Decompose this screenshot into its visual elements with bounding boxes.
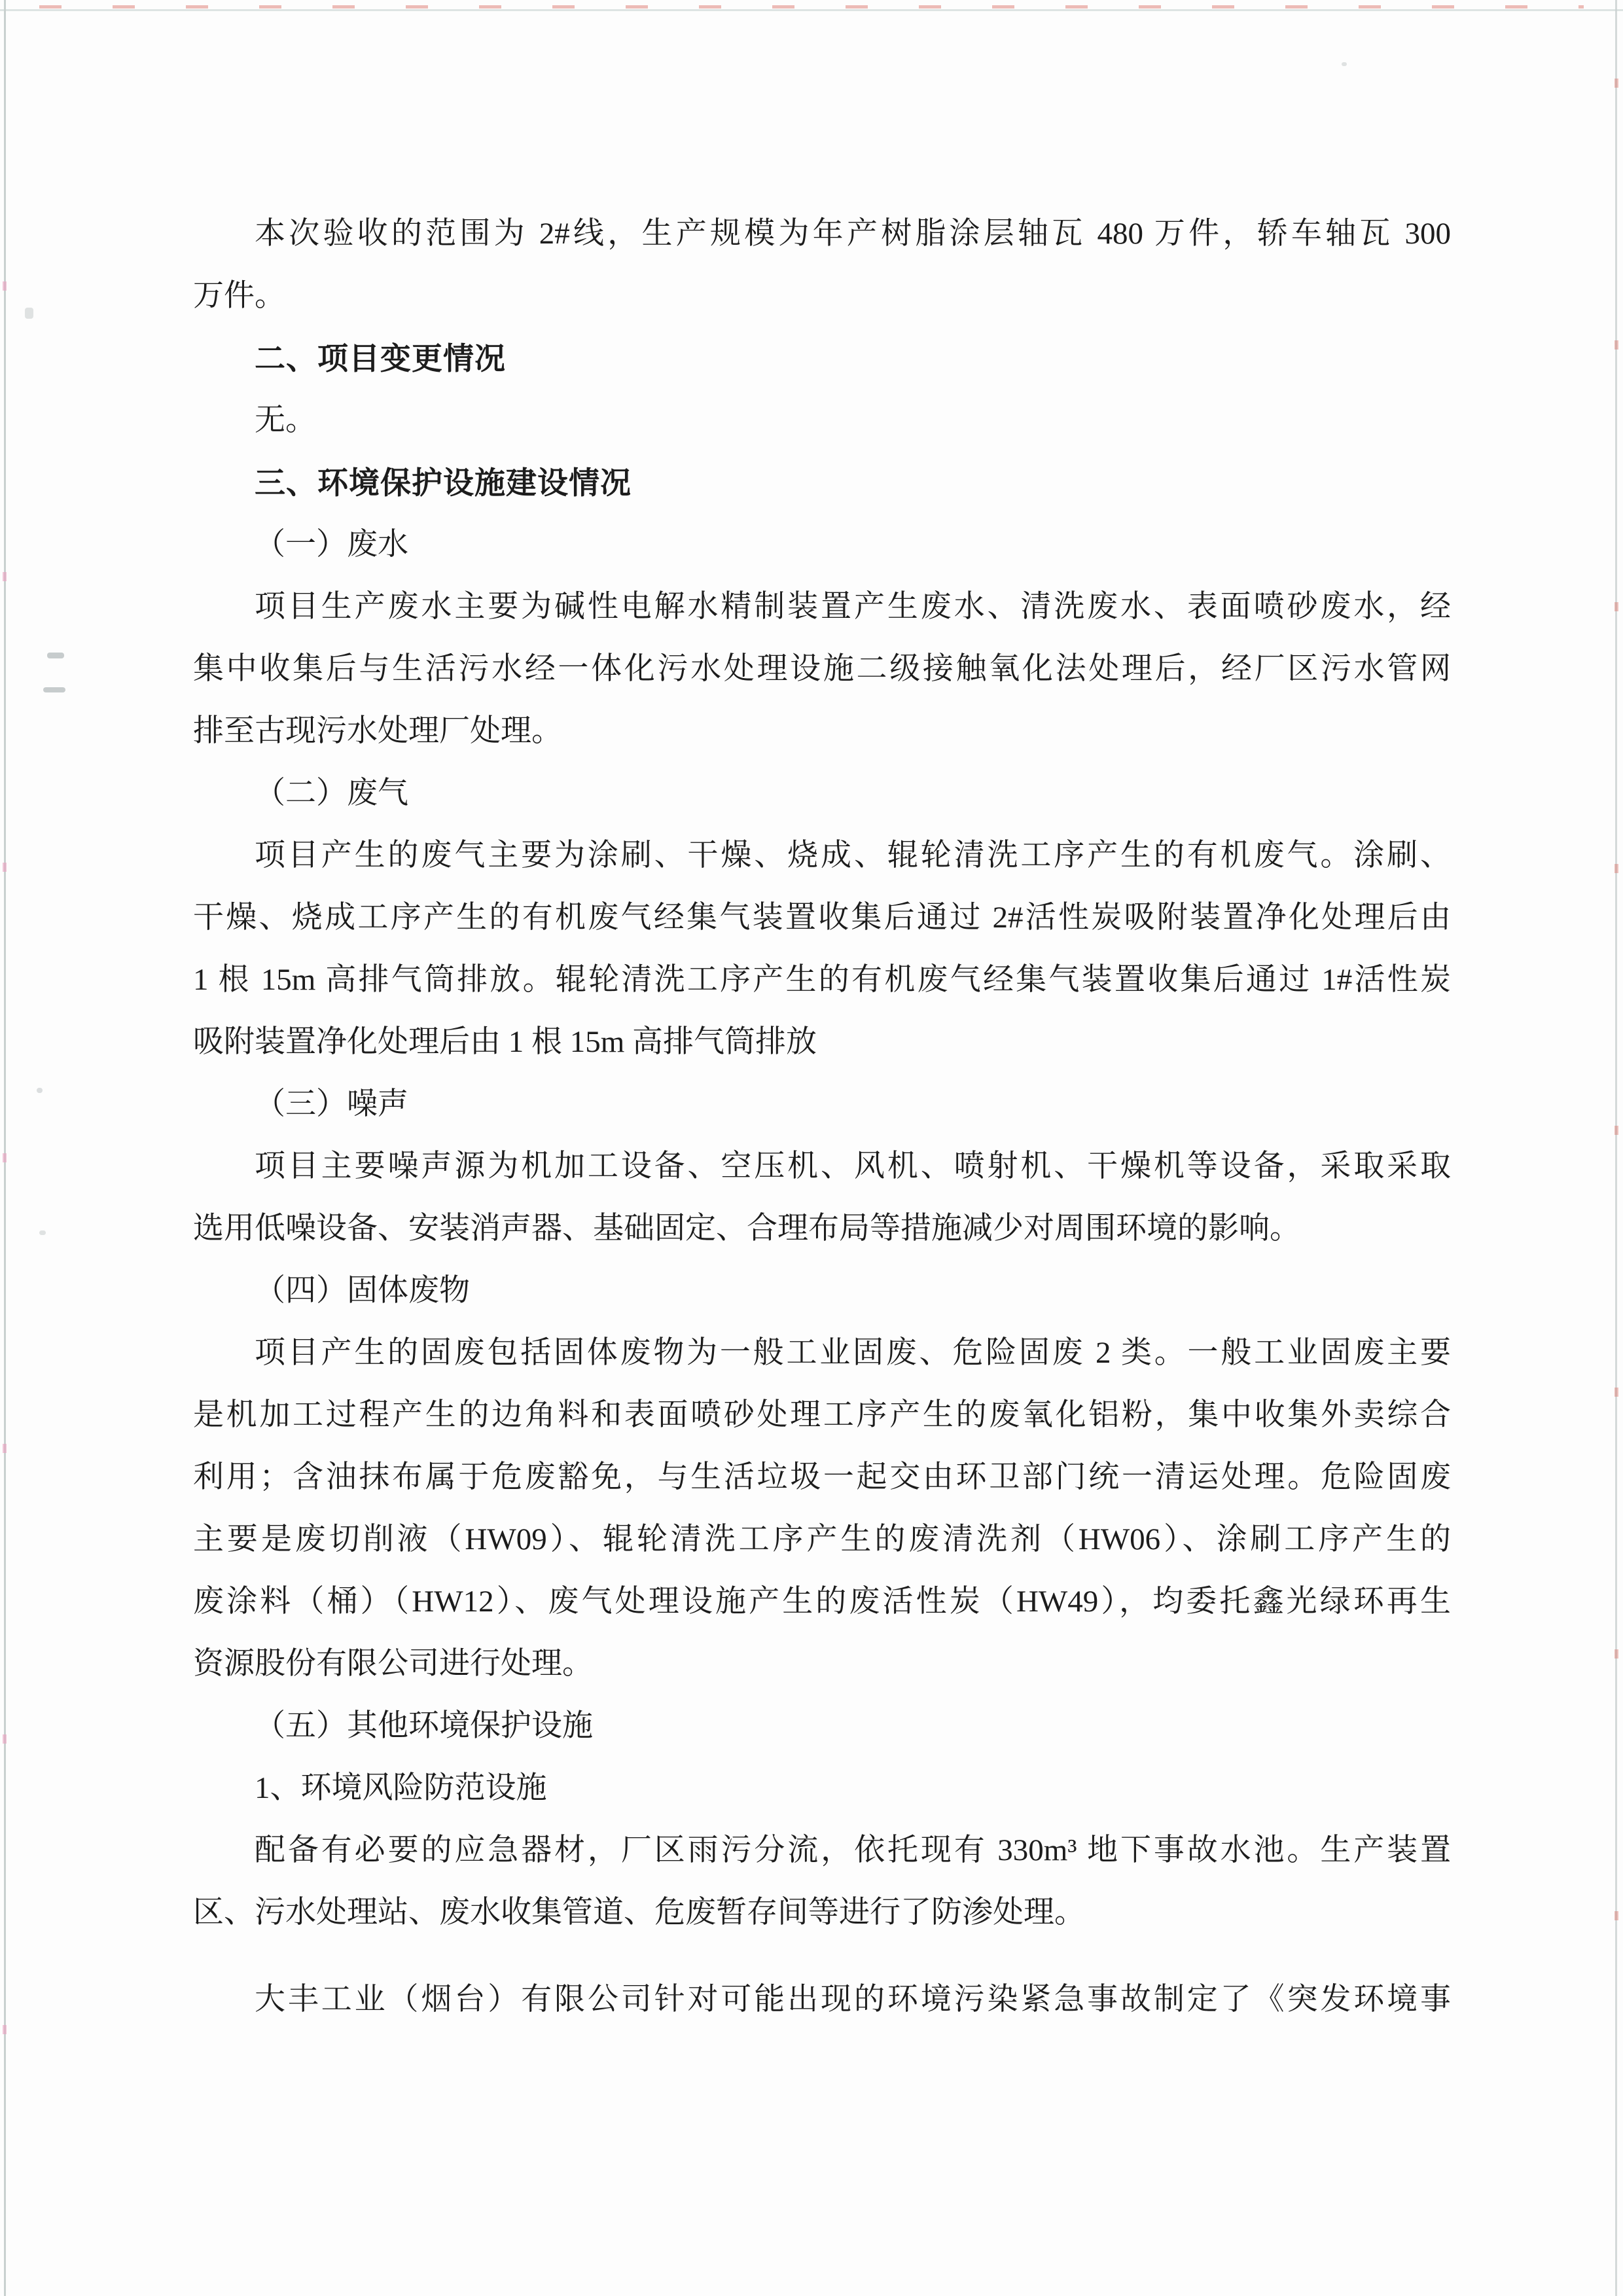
text-line: 1、环境风险防范设施 (255, 1771, 547, 1805)
text-line: 选用低噪设备、安装消声器、基础固定、合理布局等措施减少对周围环境的影响。 (193, 1211, 1300, 1246)
text-line: 三、环境保护设施建设情况 (255, 465, 632, 500)
text-line: （二）废气 (255, 776, 408, 810)
scan-edge-top-ticks (39, 5, 1584, 9)
scan-edge-left-ticks (3, 0, 7, 2296)
text-line: 利用；含油抹布属于危废豁免，与生活垃圾一起交由环卫部门统一清运处理。危险固废 (193, 1460, 1451, 1494)
text-line: （一）废水 (255, 528, 408, 562)
text-line: （五）其他环境保护设施 (255, 1709, 593, 1743)
text-line: 资源股份有限公司进行处理。 (193, 1647, 593, 1681)
text-line: 主要是废切削液（HW09）、辊轮清洗工序产生的废清洗剂（HW06）、涂刷工序产生的 (193, 1522, 1451, 1556)
scan-smudge (47, 653, 64, 658)
text-line: 排至古现污水处理厂处理。 (193, 714, 562, 748)
text-line: 1 根 15m 高排气筒排放。辊轮清洗工序产生的有机废气经集气装置收集后通过 1#活性炭 (193, 963, 1451, 997)
text-line: 干燥、烧成工序产生的有机废气经集气装置收集后通过 2#活性炭吸附装置净化处理后由 (193, 901, 1451, 935)
text-line: 二、项目变更情况 (255, 341, 506, 376)
scan-smudge (37, 1088, 43, 1093)
text-line: 项目产生的固废包括固体废物为一般工业固废、危险固废 2 类。一般工业固废主要 (255, 1336, 1451, 1370)
scan-smudge (43, 687, 65, 692)
text-line: 万件。 (193, 279, 285, 313)
scan-edge-top-line (0, 9, 1623, 11)
text-line: 是机加工过程产生的边角料和表面喷砂处理工序产生的废氧化铝粉，集中收集外卖综合 (193, 1398, 1451, 1432)
text-line: 项目产生的废气主要为涂刷、干燥、烧成、辊轮清洗工序产生的有机废气。涂刷、 (255, 838, 1451, 872)
text-line: （三）噪声 (255, 1087, 408, 1121)
text-line: 大丰工业（烟台）有限公司针对可能出现的环境污染紧急事故制定了《突发环境事 (255, 1982, 1451, 2017)
text-line: 无。 (255, 403, 316, 437)
document-body (193, 203, 1451, 2031)
text-line: 本次验收的范围为 2#线，生产规模为年产树脂涂层轴瓦 480 万件，轿车轴瓦 300 (255, 217, 1451, 251)
text-line: 集中收集后与生活污水经一体化污水处理设施二级接触氧化法处理后，经厂区污水管网 (193, 652, 1451, 686)
scan-smudge (1342, 62, 1347, 66)
text-line: （四）固体废物 (255, 1274, 470, 1308)
text-line: 废涂料（桶）（HW12）、废气处理设施产生的废活性炭（HW49），均委托鑫光绿环再生 (193, 1585, 1451, 1619)
scan-smudge (25, 308, 33, 319)
text-line: 项目主要噪声源为机加工设备、空压机、风机、喷射机、干燥机等设备，采取采取 (255, 1149, 1451, 1183)
scan-smudge (39, 1230, 46, 1235)
text-line: 项目生产废水主要为碱性电解水精制装置产生废水、清洗废水、表面喷砂废水，经 (255, 590, 1451, 624)
text-line: 配备有必要的应急器材，厂区雨污分流，依托现有 330m³ 地下事故水池。生产装置 (255, 1833, 1451, 1867)
text-line: 区、污水处理站、废水收集管道、危废暂存间等进行了防渗处理。 (193, 1895, 1085, 1929)
text-line: 吸附装置净化处理后由 1 根 15m 高排气筒排放 (193, 1025, 817, 1059)
scan-edge-right-ticks (1614, 79, 1618, 2173)
